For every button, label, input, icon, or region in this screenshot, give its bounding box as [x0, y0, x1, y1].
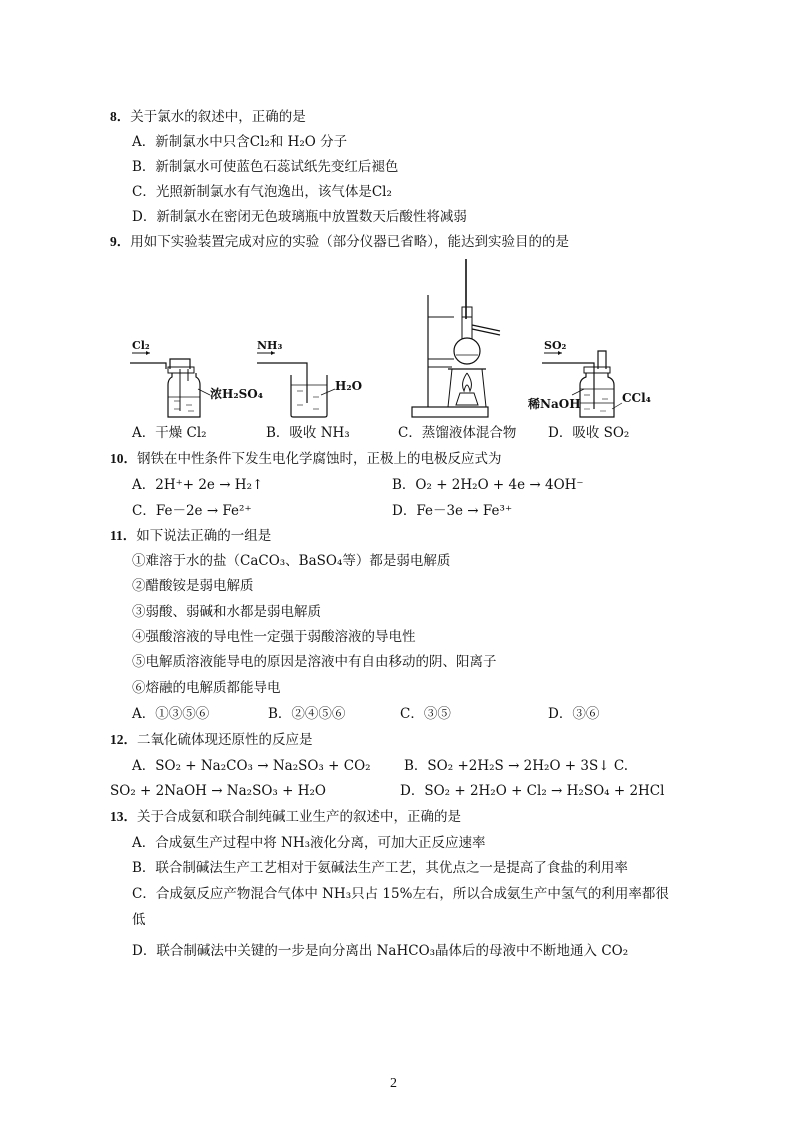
fig-d-naoh-label: 稀NaOH [528, 397, 581, 411]
q8-number: 8． [110, 109, 131, 124]
q12-stem: 二氧化硫体现还原性的反应是 [137, 732, 313, 748]
q8-option-a: A．新制氯水中只含Cl₂和 H₂O 分子 [132, 134, 348, 150]
q11-item-2: ②醋酸铵是弱电解质 [132, 578, 254, 594]
q11-option-d: D．③⑥ [548, 706, 600, 722]
q9-option-a: A．干燥 Cl₂ [132, 425, 207, 441]
q11-stem-line [110, 527, 271, 545]
q13-option-c-line1: C．合成氨反应产物混合气体中 NH₃只占 15%左右，所以合成氨生产中氢气的利用率都很 [132, 886, 669, 902]
q10-option-c: C．Fe－2e → Fe²⁺ [132, 503, 252, 519]
q8-stem-line [110, 108, 306, 126]
absorption-bottle-drawing [528, 345, 668, 425]
q11-item-1: ①难溶于水的盐（CaCO₃、BaSO₄等）都是弱电解质 [132, 553, 451, 569]
distillation-drawing [408, 255, 528, 425]
q12-option-a: A．SO₂ + Na₂CO₃ → Na₂SO₃ + CO₂ [132, 758, 371, 774]
q9-option-b: B．吸收 NH₃ [266, 425, 350, 441]
q11-option-a: A．①③⑤⑥ [132, 706, 210, 722]
q12-stem-line [110, 731, 313, 749]
q9-number: 9． [110, 234, 131, 249]
q8-stem: 关于氯水的叙述中，正确的是 [130, 109, 306, 125]
fig-a-h2so4-label: 浓H₂SO₄ [210, 387, 263, 401]
q9-option-c: C．蒸馏液体混合物 [398, 425, 517, 441]
q13-option-a: A．合成氨生产过程中将 NH₃液化分离，可加大正反应速率 [132, 835, 486, 851]
fig-b-nh3-label: NH₃ [257, 339, 283, 352]
q8-option-b: B．新制氯水可使蓝色石蕊试纸先变红后褪色 [132, 159, 399, 175]
fig-a-cl2-label: Cl₂ [132, 339, 150, 352]
q11-option-b: B．②④⑤⑥ [268, 706, 346, 722]
fig-d-so2-label: SO₂ [544, 339, 567, 352]
q10-option-a: A．2H⁺+ 2e → H₂↑ [132, 477, 264, 493]
figure-b-beaker [255, 339, 365, 425]
q9-stem: 用如下实验装置完成对应的实验（部分仪器已省略），能达到实验目的的是 [130, 234, 569, 250]
fig-d-ccl4-label: CCl₄ [622, 391, 651, 405]
figure-c-distillation [408, 255, 528, 425]
q11-item-3: ③弱酸、弱碱和水都是弱电解质 [132, 604, 321, 620]
q11-item-4: ④强酸溶液的导电性一定强于弱酸溶液的导电性 [132, 629, 416, 645]
q10-stem-line [110, 450, 502, 468]
q9-option-d: D．吸收 SO₂ [548, 425, 630, 441]
q13-stem: 关于合成氨和联合制纯碱工业生产的叙述中，正确的是 [137, 809, 461, 825]
figure-d-absorption-bottle [528, 339, 668, 425]
q11-number: 11． [110, 528, 137, 543]
q10-stem: 钢铁在中性条件下发生电化学腐蚀时，正极上的电极反应式为 [137, 451, 502, 467]
q9-stem-line [110, 233, 569, 251]
q11-item-5: ⑤电解质溶液能导电的原因是溶液中有自由移动的阴、阳离子 [132, 654, 497, 670]
q8-option-d: D．新制氯水在密闭无色玻璃瓶中放置数天后酸性将减弱 [132, 209, 467, 225]
q10-option-d: D．Fe－3e → Fe³⁺ [392, 503, 513, 519]
fig-b-h2o-label: H₂O [335, 379, 363, 393]
q11-item-6: ⑥熔融的电解质都能导电 [132, 680, 281, 696]
q10-option-b: B．O₂ + 2H₂O + 4e → 4OH⁻ [392, 477, 584, 493]
q8-option-c: C．光照新制氯水有气泡逸出，该气体是Cl₂ [132, 184, 392, 200]
q13-number: 13． [110, 809, 137, 824]
page-number: 2 [390, 1076, 397, 1091]
q13-option-b: B．联合制碱法生产工艺相对于氨碱法生产工艺，其优点之一是提高了食盐的利用率 [132, 860, 628, 876]
q13-option-d: D．联合制碱法中关键的一步是向分离出 NaHCO₃晶体后的母液中不断地通入 CO₂ [132, 943, 629, 959]
q12-option-b: B．SO₂ +2H₂S → 2H₂O + 3S↓ C. [404, 758, 628, 774]
figure-a-wash-bottle [128, 339, 263, 425]
q12-number: 12． [110, 732, 137, 747]
q11-stem: 如下说法正确的一组是 [136, 528, 272, 544]
q12-option-d: D．SO₂ + 2H₂O + Cl₂ → H₂SO₄ + 2HCl [400, 783, 665, 799]
q13-option-c-line2: 低 [132, 912, 146, 928]
q11-option-c: C．③⑤ [400, 706, 451, 722]
q10-number: 10． [110, 451, 137, 466]
q12-option-c: SO₂ + 2NaOH → Na₂SO₃ + H₂O [110, 783, 326, 799]
q13-stem-line [110, 808, 461, 826]
